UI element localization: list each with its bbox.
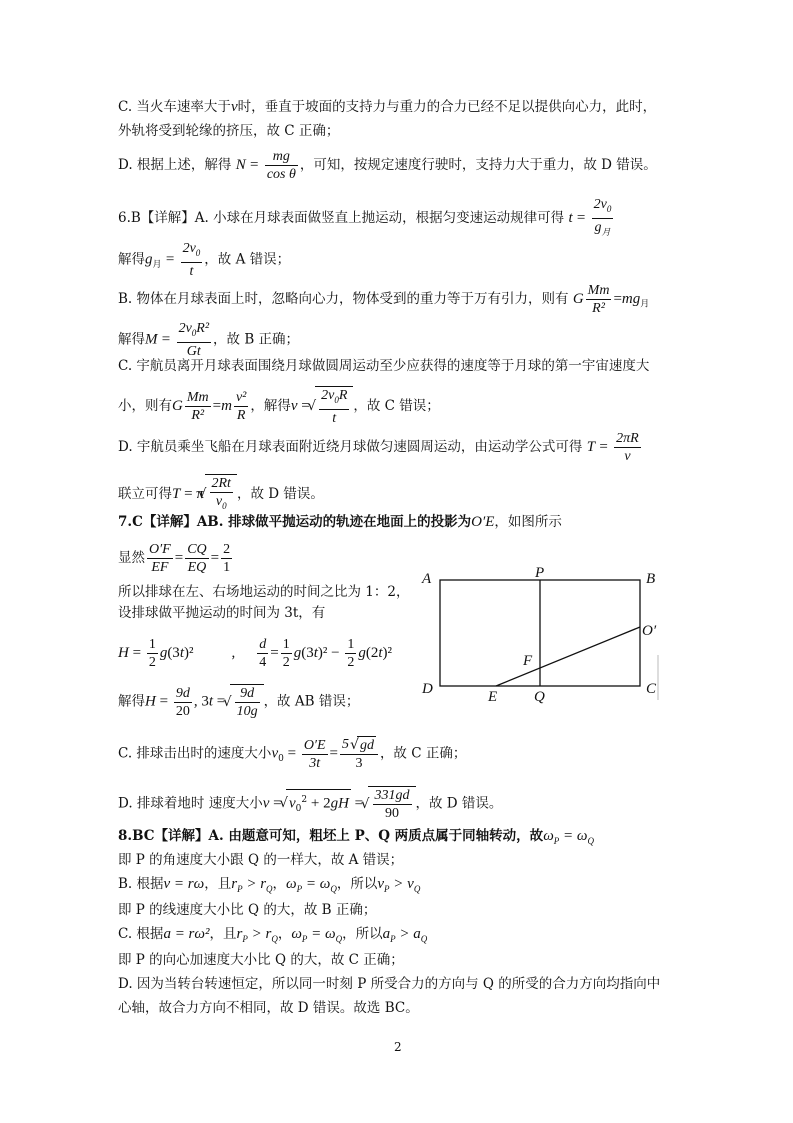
q6-b: B. 物体在月球表面上时，忽略向心力，物体受到的重力等于万有引力，则有 G $\frac{Mm}{\text{R²}}$ $=mg_月$	[118, 283, 650, 316]
q7-c: 显然 $\frac{O'F}{EF}$ = $\frac{CQ}{EQ}$ = $\frac{2}{1}$	[118, 542, 231, 575]
q7-g: C. 排球击出时的速度大小$v_0$ = $\frac{O'E}{3t}$ = $\frac{5√ gd}{3}$ ，故 C 正确；	[118, 736, 466, 772]
q8-a: 即 P 的角速度大小跟 Q 的一样大，故 A 错误；	[118, 852, 404, 868]
trajectory-line-eo	[496, 627, 640, 686]
label-c: C	[646, 681, 657, 697]
q6-a: 解得$g_月$ = $\frac{2v_0}{t}$ ，故 A 错误；	[118, 241, 291, 279]
q7-f: 解得H = $\frac{9d}{20}$ , 3t = √ $\frac{9d}{10g}$ ，故 AB 错误；	[118, 684, 359, 720]
q8-d: C. 根据a = rω²，且$r_P > r_Q$，$\omega_P = \omega_Q$，所以$a_P > a_Q$	[118, 926, 428, 944]
q8-e: 即 P 的向心加速度大小比 Q 的大，故 C 正确；	[118, 952, 404, 968]
label-p: P	[535, 565, 545, 581]
q6-b2: 解得M = $\frac{2v_0R^2}{Gt}$ ，故 B 正确；	[118, 321, 300, 359]
q7-header: 7.C【详解】AB. 排球做平抛运动的轨迹在地面上的投影为O′E，如图所示	[118, 514, 562, 530]
q8-header: 8.BC【详解】A. 由题意可知，粗坯上 P、Q 两质点属于同轴转动，故$\omega_P = \omega_Q$	[118, 828, 594, 846]
q6-header: 6.B【详解】A. 小球在月球表面做竖直上抛运动，根据匀变速运动规律可得 t = $\frac{2v_0}{g_月}$	[118, 197, 612, 237]
label-o-prime: O′	[642, 623, 657, 639]
line-c: C. 当火车速率大于v时，垂直于坡面的支持力与重力的合力已经不足以提供向心力，此时，	[118, 99, 657, 115]
label-e: E	[488, 689, 498, 705]
q6-c2: 小，则有G $\frac{Mm}{\text{R²}}$ =m $\frac{\text{v²}}{R}$ ，解得v = √ $\frac{2v_0R}{t}$ ，故 C 错误；	[118, 386, 440, 427]
q8-c: 即 P 的线速度大小比 Q 的大，故 B 正确；	[118, 902, 377, 918]
label-a: A	[422, 571, 432, 587]
q6-d2: 联立可得T = π √ $\frac{2Rt}{v_0}$ ，故 D 错误。	[118, 474, 324, 515]
q6-d: D. 宇航员乘坐飞船在月球表面附近绕月球做匀速圆周运动，由运动学公式可得 T = $\frac{2\pi R}{v}$	[118, 431, 639, 464]
q8-g: 心轴，故合力方向不相同，故 D 错误。故选 BC。	[118, 1000, 419, 1016]
q7-h: D. 排球着地时 速度大小v = √ $v_0^2 + 2gH$ = √ $\frac{331gd}{90}$ ，故 D 错误。	[118, 786, 502, 822]
line-d: D. 根据上述，解得 N = $\frac{mg}{\text{cos θ}}$ ，可知，按规定速度行驶时，支持力大于重力，故 D 错误。	[118, 149, 657, 182]
q6-c: C. 宇航员离开月球表面围绕月球做圆周运动至少应获得的速度等于月球的第一宇宙速度大	[118, 358, 650, 374]
q7-e: 设排球做平抛运动的时间为 3t，有	[118, 605, 326, 621]
label-f: F	[523, 653, 533, 669]
line-c2: 外轨将受到轮缘的挤压，故 C 正确；	[118, 123, 340, 139]
q7-eq: H = $\frac{1}{2}$ g(3t)² , $\frac{d}{4}$ = $\frac{1}{2}$ g(3t)² − $\frac{1}{2}$ g(2t)²	[118, 637, 392, 670]
label-b: B	[646, 571, 656, 587]
label-d: D	[422, 681, 433, 697]
q8-f: D. 因为当转台转速恒定，所以同一时刻 P 所受合力的方向与 Q 的所受的合力方向均指向中	[118, 976, 661, 992]
q7-d: 所以排球在左、右场地运动的时间之比为 1：2，	[118, 584, 410, 600]
label-q: Q	[534, 689, 545, 705]
court-diagram	[418, 565, 668, 705]
page-number: 2	[394, 1040, 402, 1054]
q8-b: B. 根据v = rω，且$r_P > r_Q$，$\omega_P = \omega_Q$，所以$v_P > v_Q$	[118, 876, 421, 894]
